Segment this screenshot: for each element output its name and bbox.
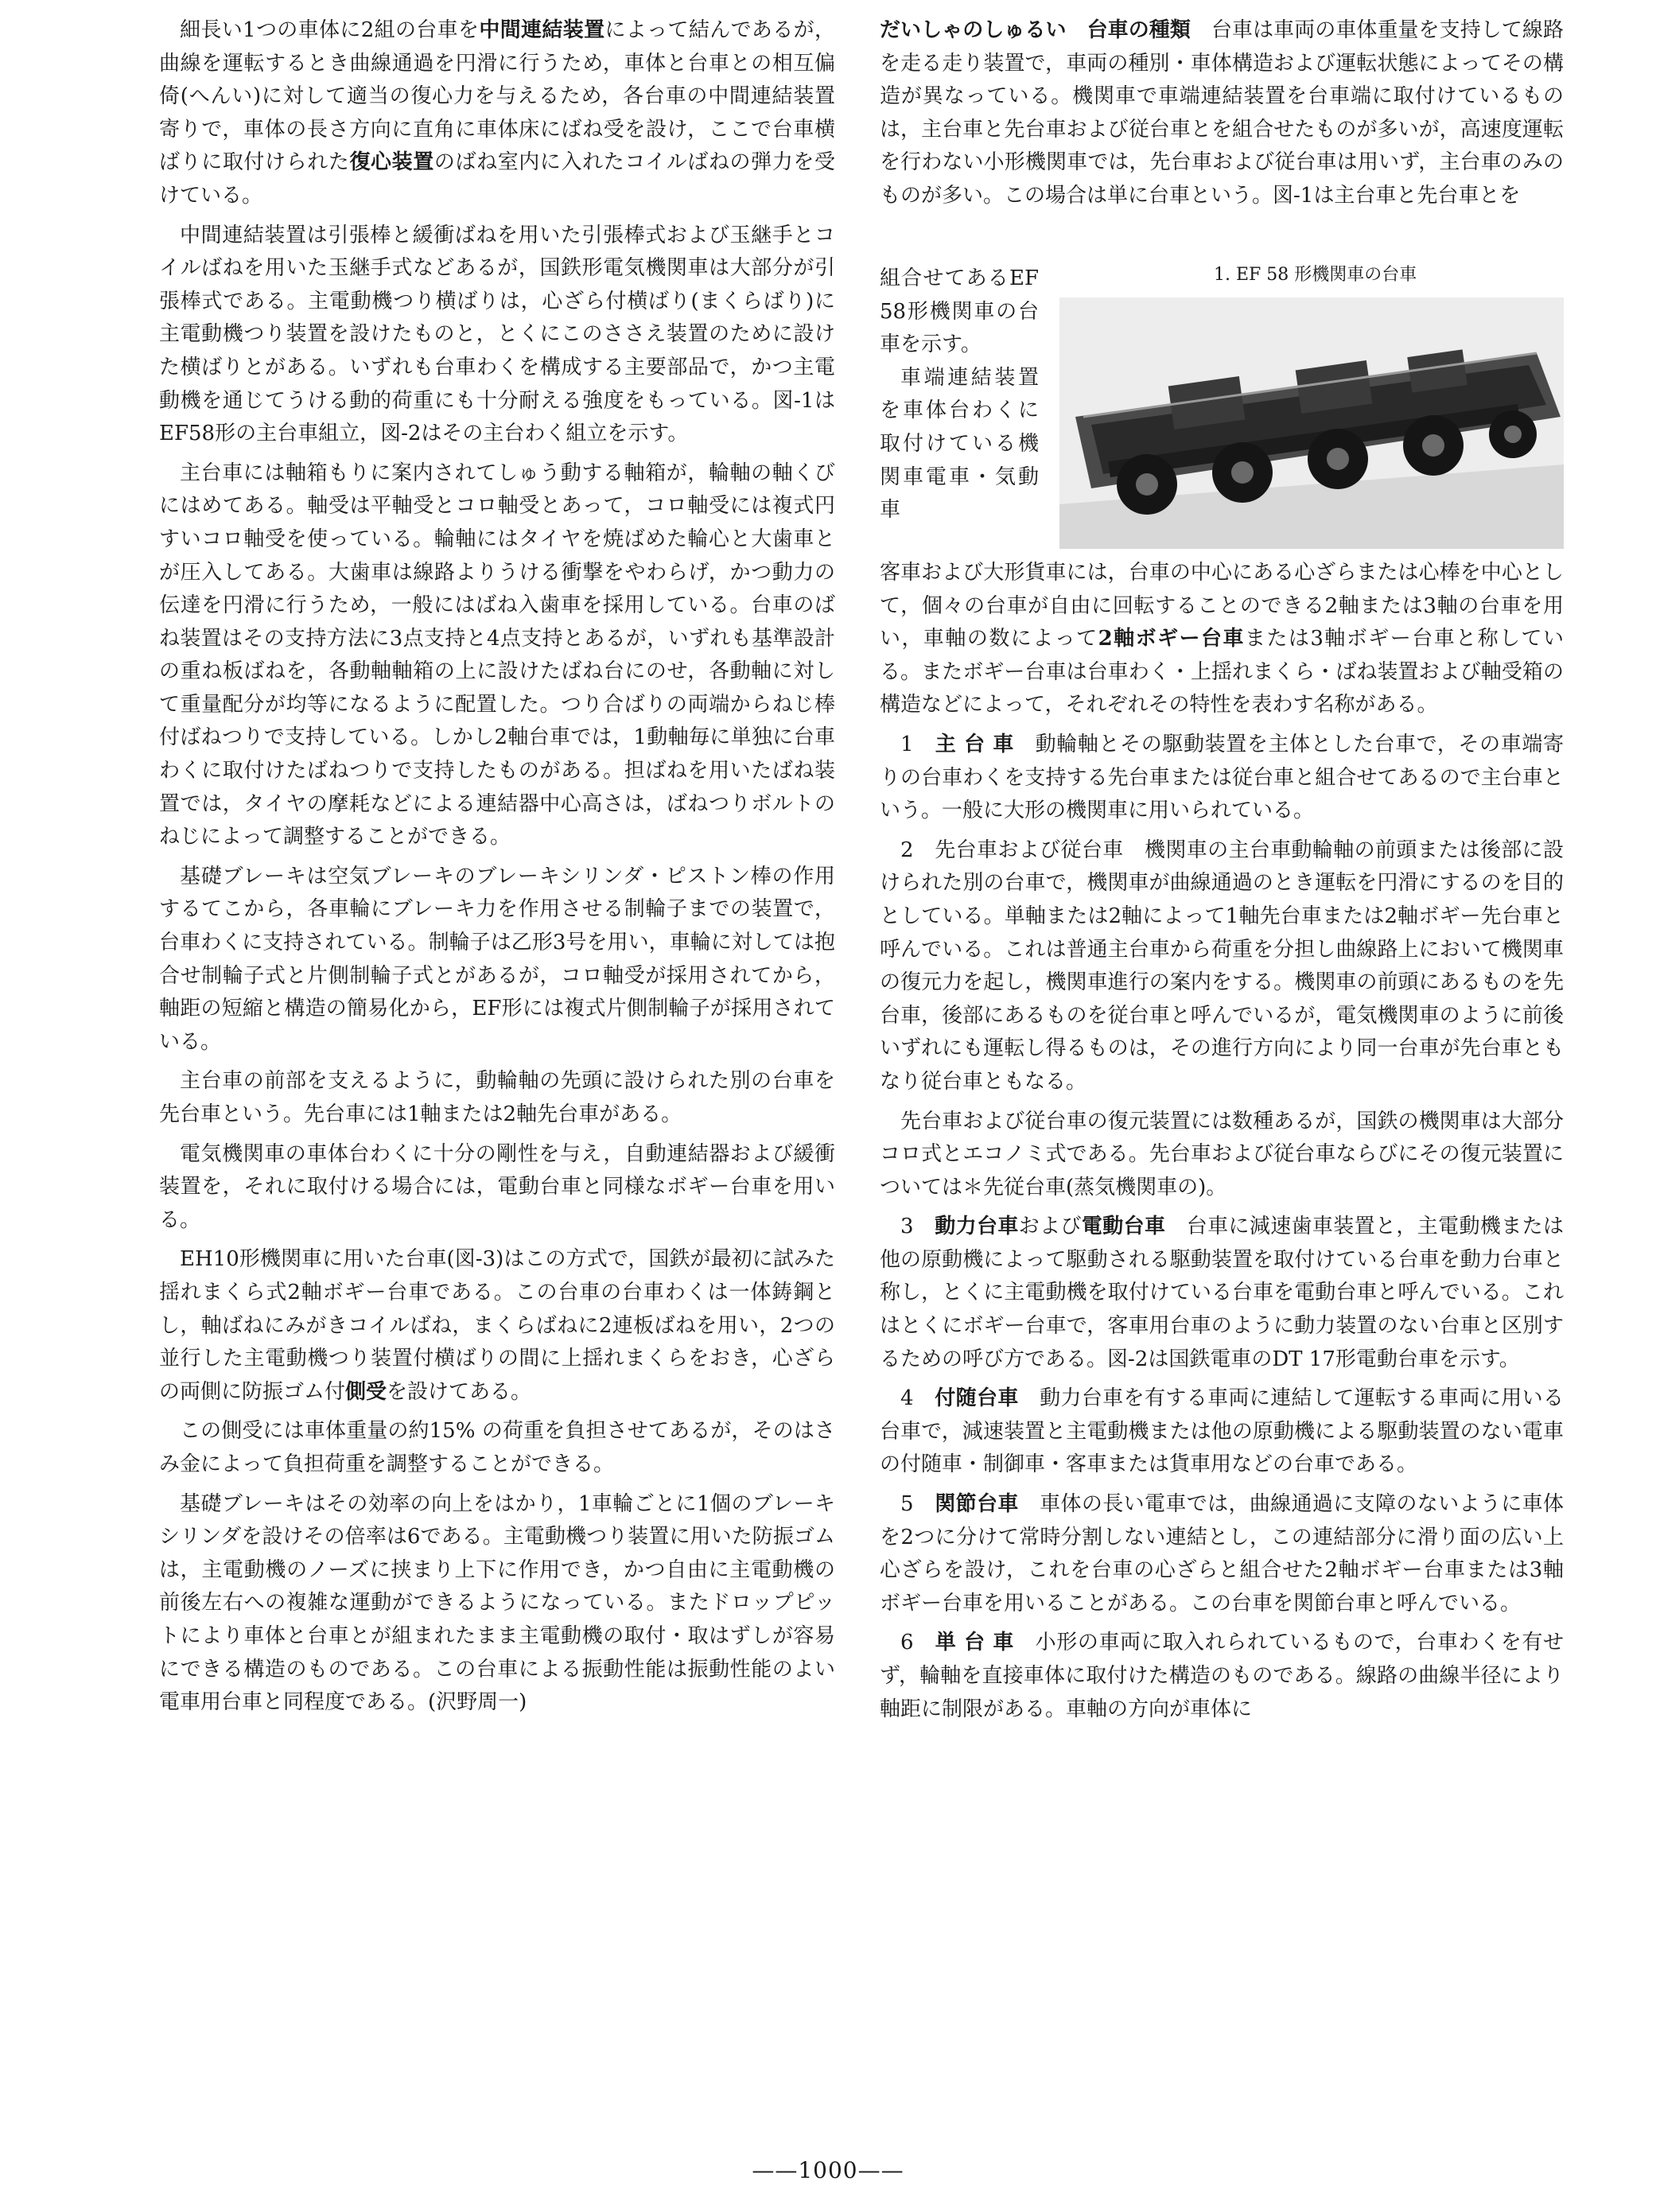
body-paragraph	[159, 1243, 835, 1409]
bold-term: 動力台車	[935, 1215, 1019, 1239]
paragraph-text: この側受には車体重量の約15% の荷重を負担させてあるが，そのはさみ金によって負担荷重を調整することができる。	[159, 1419, 835, 1476]
figure-wrap-text-2: 車端連結装置を車体台わくに取付けている機関車電車・気動車	[880, 365, 1039, 523]
paragraph-text: によって結んであるが，曲線を運転するとき曲線通過を円滑に行うため，車体と台車との相互偏倚(へんい)に対して適当の復心力を与えるため，各台車の中間連結装置寄りで，車体の長さ方向に直角に車体床にばね受を設け，ここで台車横ばりに取付けられた	[159, 18, 835, 175]
page-number: ——1000——	[752, 2157, 904, 2183]
left-column	[159, 14, 835, 1720]
paragraph-text: 小形の車両に取入れられているもので，台車わくを有せず，輪軸を直接車体に取付けた構造のものである。線路の曲線半径により軸距に制限がある。車軸の方向が車体に	[880, 1631, 1565, 1721]
body-paragraph	[880, 1211, 1564, 1376]
paragraph-text: 機関車の主台車動輪軸の前頭または後部に設けられた別の台車で，機関車が曲線通過のとき運転を円滑にするのを目的としている。単軸または2軸によって1軸先台車または2軸ボギー先台車と呼んでいる。これは普通主台車から荷重を分担し曲線路上において機関車の復元力を起し，機関車進行の案内をする。機関車の前頭にあるものを先台車，後部にあるものを従台車と呼んでいるが，電気機関車のように前後いずれにも運転し得るものは，その進行方向により同一台車が先台車ともなり従台車ともなる。	[880, 838, 1564, 1094]
paragraph-text: 中間連結装置は引張棒と緩衝ばねを用いた引張棒式および玉継手とコイルばねを用いた玉継手式などあるが，国鉄形電気機関車は大部分が引張棒式である。主電動機つり横ばりは，心ざら付横ばり(まくらばり)に主電動機つり装置を設けたものと，とくにこのささえ装置のために設けた横ばりとがある。いずれも台車わくを構成する主要部品で，かつ主電動機を通じてうける動的荷重にも十分耐える強度をもっている。図-1はEF58形の主台車組立，図-2はその主台わく組立を示す。	[159, 223, 836, 446]
paragraph-text: 3	[900, 1215, 935, 1239]
bold-term: 関節台車	[935, 1492, 1019, 1517]
figure-caption: 1. EF 58 形機関車の台車	[1214, 265, 1417, 285]
paragraph-text: EH10形機関車に用いた台車(図-3)はこの方式で，国鉄が最初に試みた揺れまくら式2軸ボギー台車である。この台車の台車わくは一体鋳鋼とし，軸ばねにみがきコイルばね，まくらばねに2連板ばねを用い，2つの並行した主電動機つり装置付横ばりの間に上揺れまくらをおき，心ざらの両側に防振ゴム付	[159, 1247, 835, 1404]
paragraph-text: を設けてある。	[387, 1379, 532, 1404]
body-paragraph	[880, 1382, 1564, 1482]
bold-term: 復心装置	[349, 150, 434, 175]
figure-block	[880, 262, 1564, 557]
paragraph-text: または3軸ボギー台車と称している。またボギー台車は台車わく・上揺れまくら・ばね装置および軸受箱の構造などによって，それぞれその特性を表わす名称がある。	[880, 627, 1565, 717]
right-column	[880, 14, 1564, 1726]
bold-term: 2軸ボギー台車	[1098, 627, 1245, 651]
bold-term: 主 台 車	[935, 732, 1015, 756]
body-paragraph	[880, 557, 1564, 722]
paragraph-text: 1	[900, 732, 935, 756]
paragraph-text: 6	[900, 1631, 935, 1655]
body-paragraph	[159, 1415, 835, 1481]
body-paragraph	[159, 861, 835, 1059]
entry-heading: だいしゃのしゅるい 台車の種類	[880, 18, 1191, 42]
paragraph-text: 5	[900, 1492, 935, 1517]
paragraph-text: 4	[900, 1386, 935, 1411]
bold-term: 付随台車	[935, 1386, 1019, 1411]
paragraph-text: 基礎ブレーキは空気ブレーキのブレーキシリンダ・ピストン棒の作用するてこから，各車輪にブレーキ力を作用させる制輪子までの装置で，台車わくに支持されている。制輪子は乙形3号を用い，車輪に対しては抱合せ制輪子式と片側制輪子式とがあるが，コロ軸受が採用されてから，軸距の短縮と構造の簡易化から，EF形には複式片側制輪子が採用されている。	[159, 864, 835, 1054]
paragraph-text: 基礎ブレーキはその効率の向上をはかり，1車輪ごとに1個のブレーキシリンダを設けその倍率は6である。主電動機つり装置に用いた防振ゴムは，主電動機のノーズに挟まり上下に作用でき，かつ自由に主電動機の前後左右への複雑な運動ができるようになっている。またドロップピットにより車体と台車とが組まれたまま主電動機の取付・取はずしが容易にできる構造のものである。この台車による振動性能は振動性能のよい電車用台車と同程度である。(沢野周一)	[159, 1491, 835, 1715]
paragraph-text: 先台車および従台車	[935, 838, 1124, 862]
paragraph-text: および	[1018, 1215, 1082, 1239]
body-paragraph	[159, 1065, 835, 1131]
body-paragraph	[880, 1106, 1564, 1205]
paragraph-text: 動力台車を有する車両に連結して運転する車両に用いる台車で，減速装置と主電動機または他の原動機による駆動装置のない電車の付随車・制御車・客車または貨車用などの台車である。	[880, 1386, 1564, 1477]
body-paragraph	[880, 1627, 1564, 1726]
body-paragraph	[159, 1488, 835, 1720]
paragraph-text: 細長い1つの車体に2組の台車を	[180, 18, 480, 42]
entry-intro-paragraph	[880, 14, 1564, 262]
bogie-photo	[1059, 297, 1564, 549]
paragraph-text: のばね室内に入れたコイルばねの弾力を受けている。	[159, 150, 835, 208]
body-paragraph	[880, 1488, 1564, 1620]
paragraph-text: 主台車には軸箱もりに案内されてしゅう動する軸箱が，輪軸の軸くびにはめてある。軸受は平軸受とコロ軸受とあって，コロ軸受には複式円すいコロ軸受を使っている。輪軸にはタイヤを焼ばめた輪心と大歯車とが圧入してある。大歯車は線路よりうける衝撃をやわらげ，かつ動力の伝達を円滑に行うため，一般にはばね入歯車を採用している。台車のばね装置はその支持方法に3点支持と4点支持とあるが，いずれも基準設計の重ね板ばねを，各動軸軸箱の上に設けたばね台にのせ，各動軸に対して重量配分が均等になるように配置した。つり合ばりの両端からねじ棒付ばねつりで支持している。しかし2軸台車では，1動軸毎に単独に台車わくに取付けたばねつりで支持したものがある。担ばねを用いたばね装置では，タイヤの摩耗などによる連結器中心高さは，ばねつりボルトのねじによって調整することができる。	[159, 461, 835, 849]
body-paragraph	[159, 220, 835, 451]
right-column-entries	[880, 557, 1564, 1726]
bold-term: 電動台車	[1081, 1215, 1166, 1239]
body-paragraph	[159, 457, 835, 854]
paragraph-text: 2	[900, 838, 935, 862]
body-paragraph	[880, 729, 1564, 828]
body-paragraph	[159, 14, 835, 213]
paragraph-text: 台車は車両の車体重量を支持して線路を走る走り装置で，車両の種別・車体構造および運転状態によってその構造が異なっている。機関車で車端連結装置を台車端に取付けているものは，主台車と先台車および従台車とを組合せたものが多いが，高速度運転を行わない小形機関車では，先台車および従台車は用いず，主台車のみのものが多い。この場合は単に台車という。図-1は主台車と先台車とを	[880, 18, 1564, 208]
bold-term: 側受	[345, 1379, 387, 1404]
paragraph-text: 先台車および従台車の復元装置には数種あるが，国鉄の機関車は大部分コロ式とエコノミ式である。先台車および従台車ならびにその復元装置については＊先従台車(蒸気機関車の)。	[880, 1109, 1564, 1199]
paragraph-text: 動輪軸とその駆動装置を主体とした台車で，その車端寄りの台車わくを支持する先台車または従台車と組合せてあるので主台車という。一般に大形の機関車に用いられている。	[880, 732, 1565, 823]
bold-term: 中間連結装置	[479, 18, 605, 42]
paragraph-text: 電気機関車の車体台わくに十分の剛性を与え，自動連結器および緩衝装置を，それに取付ける場合には，電動台車と同様なボギー台車を用いる。	[159, 1141, 835, 1232]
bold-term: 単 台 車	[935, 1631, 1015, 1655]
bogie-photo-illustration	[1059, 297, 1564, 549]
paragraph-text: 主台車の前部を支えるように，動輪軸の先頭に設けられた別の台車を先台車という。先台車には1軸または2軸先台車がある。	[159, 1069, 835, 1126]
paragraph-text: 客車および大形貨車には，台車の中心にある心ざらまたは心棒を中心として，個々の台車が自由に回転することのできる2軸または3軸の台車を用い，車軸の数によって	[880, 561, 1564, 651]
body-paragraph	[880, 834, 1564, 1099]
figure-wrap-text	[880, 262, 1039, 527]
body-paragraph	[159, 1138, 835, 1238]
paragraph-text: 台車に減速歯車装置と，主電動機または他の原動機によって駆動される駆動装置を取付けている台車を動力台車と称し，とくに主電動機を取付けている台車を電動台車と呼んでいる。これはとくにボギー台車で，客車用台車のように動力装置のない台車と区別するための呼び方である。図-2は国鉄電車のDT 17形電動台車を示す。	[880, 1215, 1564, 1371]
paragraph-text: 車体の長い電車では，曲線通過に支障のないように車体を2つに分けて常時分割しない連結とし，この連結部分に滑り面の広い上心ざらを設け，これを台車の心ざらと組合せた2軸ボギー台車または3軸ボギー台車を用いることがある。この台車を関節台車と呼んでいる。	[880, 1492, 1564, 1615]
figure-wrap-text-1: 組合せてあるEF 58形機関車の台車を示す。	[880, 266, 1039, 357]
